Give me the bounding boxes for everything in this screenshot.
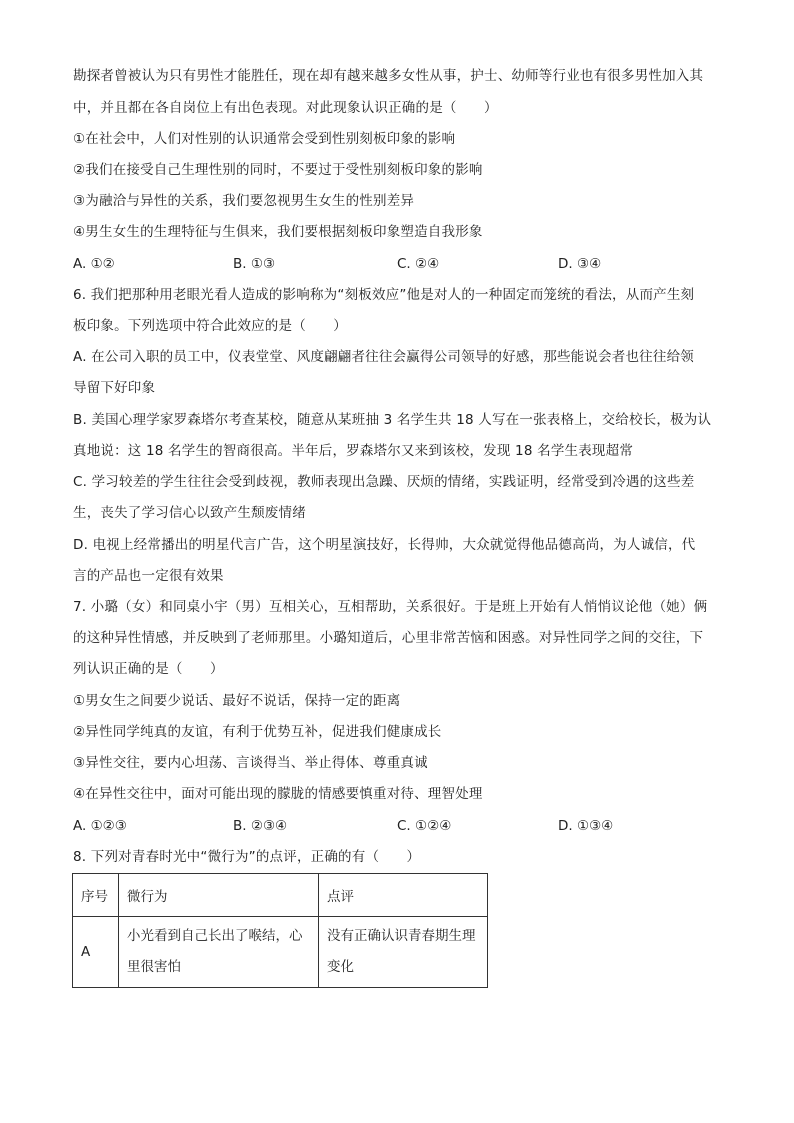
q8-table <box>72 873 488 988</box>
q5-item-2: ②我们在接受自己生理性别的同时，不要过于受性别刻板印象的影响 <box>73 162 483 178</box>
table-header-behavior: 微行为 <box>119 874 319 917</box>
table-row <box>73 917 488 988</box>
q7-item-2: ②异性同学纯真的友谊，有利于优势互补，促进我们健康成长 <box>73 724 442 740</box>
q7-item-3: ③异性交往，要内心坦荡、言谈得当、举止得体、尊重真诚 <box>73 755 428 771</box>
q7-option-a[interactable]: A. ①②③ <box>73 818 127 834</box>
table-header-row <box>73 874 488 917</box>
q6-stem-line1: 6. 我们把那种用老眼光看人造成的影响称为“刻板效应”他是对人的一种固定而笼统的看法，从而产生刻 <box>73 287 695 303</box>
q7-option-d[interactable]: D. ①③④ <box>558 818 614 834</box>
q6-option-b-line1[interactable]: B. 美国心理学家罗森塔尔考查某校，随意从某班抽 3 名学生共 18 人写在一张表格上，交给校长，极为认 <box>73 412 712 428</box>
q5-item-4: ④男生女生的生理特征与生俱来，我们要根据刻板印象塑造自我形象 <box>73 224 483 240</box>
q7-stem-line1: 7. 小璐（女）和同桌小宇（男）互相关心，互相帮助，关系很好。于是班上开始有人悄悄议论他（她）俩 <box>73 599 708 615</box>
q6-option-d-line2[interactable]: 言的产品也一定很有效果 <box>73 568 224 584</box>
q6-option-c-line1[interactable]: C. 学习较差的学生往往会受到歧视，教师表现出急躁、厌烦的情绪，实践证明，经常受到冷遇的这些差 <box>73 474 695 490</box>
q8-stem: 8. 下列对青春时光中“微行为”的点评，正确的有（ ） <box>73 849 421 865</box>
q7-stem-line2: 的这种异性情感，并反映到了老师那里。小璐知道后，心里非常苦恼和困惑。对异性同学之间的交往，下 <box>73 630 704 646</box>
q6-option-a-line1[interactable]: A. 在公司入职的员工中，仪表堂堂、风度翩翩者往往会赢得公司领导的好感，那些能说会者也往往给领 <box>73 349 694 365</box>
q5-stem-line1: 勘探者曾被认为只有男性才能胜任，现在却有越来越多女性从事，护士、幼师等行业也有很多男性加入其 <box>73 68 704 84</box>
q6-option-d-line1[interactable]: D. 电视上经常播出的明星代言广告，这个明星演技好，长得帅，大众就觉得他品德高尚，为人诚信，代 <box>73 537 696 553</box>
q7-option-c[interactable]: C. ①②④ <box>397 818 452 834</box>
q6-option-a-line2[interactable]: 导留下好印象 <box>73 380 156 396</box>
q5-option-c[interactable]: C. ②④ <box>397 256 440 272</box>
q5-option-d[interactable]: D. ③④ <box>558 256 602 272</box>
q7-item-1: ①男女生之间要少说话、最好不说话，保持一定的距离 <box>73 693 401 709</box>
q5-item-1: ①在社会中，人们对性别的认识通常会受到性别刻板印象的影响 <box>73 131 456 147</box>
q7-option-b[interactable]: B. ②③④ <box>233 818 288 834</box>
q7-stem-line3: 列认识正确的是（ ） <box>73 661 224 677</box>
q6-option-b-line2[interactable]: 真地说：这 18 名学生的智商很高。半年后，罗森塔尔又来到该校，发现 18 名学生表现超常 <box>73 443 634 459</box>
q6-stem-line2: 板印象。下列选项中符合此效应的是（ ） <box>73 318 347 334</box>
q5-option-b[interactable]: B. ①③ <box>233 256 276 272</box>
q5-item-3: ③为融洽与异性的关系，我们要忽视男生女生的性别差异 <box>73 193 415 209</box>
q6-option-c-line2[interactable]: 生，丧失了学习信心以致产生颓废情绪 <box>73 505 306 521</box>
q5-option-a[interactable]: A. ①② <box>73 256 115 272</box>
table-cell-behavior: 小光看到自己长出了喉结，心里很害怕 <box>119 917 319 988</box>
table-cell-id: A <box>73 917 119 988</box>
table-header-id: 序号 <box>73 874 119 917</box>
q7-item-4: ④在异性交往中，面对可能出现的朦胧的情感要慎重对待、理智处理 <box>73 786 483 802</box>
q5-stem-line2: 中，并且都在各自岗位上有出色表现。对此现象认识正确的是（ ） <box>73 100 498 116</box>
table-cell-comment: 没有正确认识青春期生理变化 <box>319 917 488 988</box>
table-header-comment: 点评 <box>319 874 488 917</box>
